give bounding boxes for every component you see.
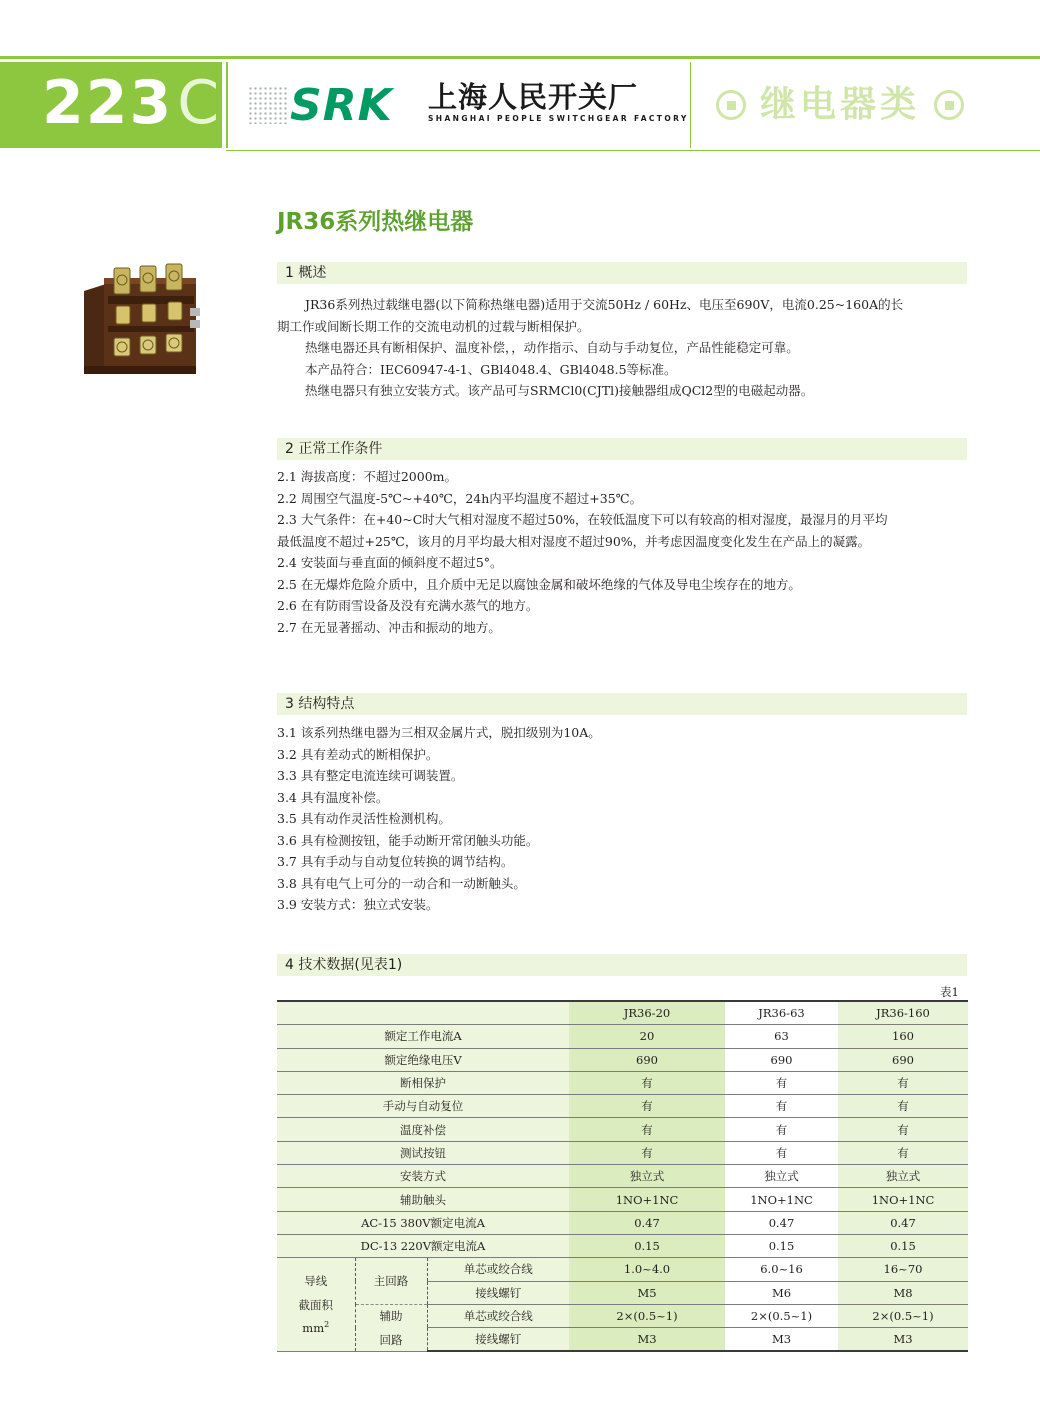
technical-data-table bbox=[277, 1000, 968, 1352]
aux-label-line: 辅助 bbox=[379, 1308, 403, 1323]
circle-square-icon bbox=[716, 90, 746, 120]
product-title: JR36系列热继电器 bbox=[277, 209, 474, 235]
category-title: 继电器类 bbox=[760, 84, 921, 125]
list-item: 2.1 海拔高度：不超过2000m。 bbox=[277, 469, 458, 484]
wire-unit: $mm^2$ bbox=[302, 1320, 330, 1336]
table-cell: 690 bbox=[569, 1048, 725, 1071]
page-number-suffix: C bbox=[177, 68, 222, 138]
table-cell: 0.15 bbox=[725, 1234, 838, 1257]
header-divider bbox=[226, 62, 228, 148]
page-number: 223C bbox=[42, 68, 222, 138]
table-row bbox=[277, 1095, 968, 1118]
row-label: 辅助触头 bbox=[277, 1188, 569, 1211]
table-cell: M8 bbox=[838, 1281, 968, 1304]
list-item: 3.4 具有温度补偿。 bbox=[277, 789, 389, 805]
table-row bbox=[277, 1304, 968, 1327]
table-cell: 1NO+1NC bbox=[725, 1188, 838, 1211]
table-row bbox=[277, 1258, 968, 1281]
table-cell: 0.47 bbox=[569, 1211, 725, 1234]
row-label: 手动与自动复位 bbox=[277, 1095, 569, 1118]
row-label: 测试按钮 bbox=[277, 1141, 569, 1164]
table-cell: M3 bbox=[569, 1328, 725, 1352]
table-cell: 160 bbox=[838, 1025, 968, 1048]
table-cell: 20 bbox=[569, 1025, 725, 1048]
row-label: 额定绝缘电压V bbox=[277, 1048, 569, 1071]
row-label: 温度补偿 bbox=[277, 1118, 569, 1141]
list-item: 2.3 大气条件：在+40~C时大气相对湿度不超过50%，在较低温度下可以有较高的相对湿度，最湿月的月平均 bbox=[277, 512, 888, 527]
wire-type-label: 单芯或绞合线 bbox=[427, 1258, 569, 1281]
section-heading-technical-data: 4 技术数据(见表1) bbox=[277, 954, 967, 976]
table-column-header: JR36-63 bbox=[725, 1001, 838, 1025]
table-cell: 独立式 bbox=[569, 1165, 725, 1188]
table-cell: 6.0~16 bbox=[725, 1258, 838, 1281]
list-item: 3.3 具有整定电流连续可调装置。 bbox=[277, 768, 464, 783]
row-label: AC-15 380V额定电流A bbox=[277, 1211, 569, 1234]
table-row bbox=[277, 1211, 968, 1234]
table-cell: M3 bbox=[725, 1328, 838, 1352]
row-label: 额定工作电流A bbox=[277, 1025, 569, 1048]
wire-type-label: 接线螺钉 bbox=[427, 1281, 569, 1304]
paragraph: 热继电器还具有断相保护、温度补偿，，动作指示、自动与手动复位，产品性能稳定可靠。 bbox=[305, 340, 799, 355]
table-cell: 独立式 bbox=[838, 1165, 968, 1188]
table-cell: 0.47 bbox=[838, 1211, 968, 1234]
header-divider bbox=[690, 62, 691, 148]
header-top-rule bbox=[0, 56, 1040, 59]
row-label: DC-13 220V额定电流A bbox=[277, 1234, 569, 1257]
list-item: 最低温度不超过+25℃，该月的月平均最大相对湿度不超过90%，并考虑因温度变化发生在产品上的凝露。 bbox=[277, 533, 871, 549]
company-logo: SRK bbox=[290, 80, 393, 131]
list-item: 3.6 具有检测按钮，能手动断开常闭触头功能。 bbox=[277, 832, 539, 848]
table-cell: 有 bbox=[569, 1095, 725, 1118]
table-cell: 有 bbox=[725, 1095, 838, 1118]
list-item: 2.5 在无爆炸危险介质中，且介质中无足以腐蚀金属和破坏绝缘的气体及导电尘埃存在的地方。 bbox=[277, 576, 801, 592]
table-cell: 有 bbox=[569, 1071, 725, 1094]
table-cell: 2×(0.5~1) bbox=[725, 1304, 838, 1327]
table-cell: 0.15 bbox=[838, 1234, 968, 1257]
table-row bbox=[277, 1071, 968, 1094]
section-heading-structure: 3 结构特点 bbox=[277, 693, 967, 715]
table-cell: 有 bbox=[725, 1141, 838, 1164]
aux-circuit-label bbox=[355, 1304, 427, 1351]
wire-label-line: 截面积 bbox=[298, 1298, 333, 1313]
list-item: 3.1 该系列热继电器为三相双金属片式，脱扣级别为10A。 bbox=[277, 725, 601, 740]
category-label-group bbox=[716, 82, 964, 128]
section-heading-conditions: 2 正常工作条件 bbox=[277, 438, 967, 460]
table-column-header: JR36-160 bbox=[838, 1001, 968, 1025]
header-bottom-rule bbox=[226, 150, 1040, 151]
table-cell: 1.0~4.0 bbox=[569, 1258, 725, 1281]
table-cell: 2×(0.5~1) bbox=[569, 1304, 725, 1327]
relay-product-photo bbox=[78, 256, 203, 386]
section-heading-overview: 1 概述 bbox=[277, 262, 967, 284]
table-cell: M6 bbox=[725, 1281, 838, 1304]
table-cell: 1NO+1NC bbox=[838, 1188, 968, 1211]
table-row bbox=[277, 1118, 968, 1141]
table-header-row bbox=[277, 1001, 968, 1025]
table-row bbox=[277, 1234, 968, 1257]
table-row bbox=[277, 1188, 968, 1211]
table-cell: 有 bbox=[725, 1071, 838, 1094]
paragraph: 本产品符合：IEC60947-4-1、GBl4048.4、GBl4048.5等标准。 bbox=[305, 361, 677, 377]
conditions-list bbox=[277, 466, 967, 638]
table-caption: 表1 bbox=[940, 985, 959, 999]
table-cell: 有 bbox=[725, 1118, 838, 1141]
table-cell: 有 bbox=[569, 1118, 725, 1141]
list-item: 3.5 具有动作灵活性检测机构。 bbox=[277, 811, 451, 826]
table-cell: 1NO+1NC bbox=[569, 1188, 725, 1211]
list-item: 2.7 在无显著摇动、冲击和振动的地方。 bbox=[277, 619, 501, 635]
wire-label-line: 导线 bbox=[304, 1274, 328, 1289]
table-cell: 690 bbox=[725, 1048, 838, 1071]
overview-text bbox=[277, 294, 967, 402]
wire-type-label: 接线螺钉 bbox=[427, 1328, 569, 1352]
list-item: 2.4 安装面与垂直面的倾斜度不超过5°。 bbox=[277, 555, 503, 570]
list-item: 3.9 安装方式：独立式安装。 bbox=[277, 897, 439, 912]
paragraph: 期工作或间断长期工作的交流电动机的过载与断相保护。 bbox=[277, 318, 590, 334]
table-cell: 16~70 bbox=[838, 1258, 968, 1281]
table-cell: 有 bbox=[838, 1141, 968, 1164]
table-header-blank bbox=[277, 1001, 569, 1025]
row-label: 安装方式 bbox=[277, 1165, 569, 1188]
paragraph: 热继电器只有独立安装方式。该产品可与SRMCl0(CJTl)接触器组成QCl2型的电磁起动器。 bbox=[305, 383, 814, 398]
table-cell: 0.47 bbox=[725, 1211, 838, 1234]
table-row bbox=[277, 1025, 968, 1048]
table-cell: M5 bbox=[569, 1281, 725, 1304]
list-item: 3.7 具有手动与自动复位转换的调节结构。 bbox=[277, 854, 514, 869]
structure-list bbox=[277, 722, 967, 916]
list-item: 2.6 在有防雨雪设备及没有充满水蒸气的地方。 bbox=[277, 598, 539, 613]
table-cell: 有 bbox=[838, 1118, 968, 1141]
table-cell: 有 bbox=[569, 1141, 725, 1164]
table-row bbox=[277, 1048, 968, 1071]
table-cell: 690 bbox=[838, 1048, 968, 1071]
table-cell: 2×(0.5~1) bbox=[838, 1304, 968, 1327]
aux-label-line: 回路 bbox=[379, 1332, 403, 1347]
company-name-cn: 上海人民开关厂 bbox=[428, 80, 639, 114]
circle-square-icon bbox=[934, 90, 964, 120]
table-cell: 独立式 bbox=[725, 1165, 838, 1188]
company-name-en: SHANGHAI PEOPLE SWITCHGEAR FACTORY bbox=[428, 114, 689, 123]
list-item: 3.2 具有差动式的断相保护。 bbox=[277, 746, 439, 762]
table-row bbox=[277, 1165, 968, 1188]
table-cell: 有 bbox=[838, 1095, 968, 1118]
table-column-header: JR36-20 bbox=[569, 1001, 725, 1025]
main-circuit-label: 主回路 bbox=[355, 1258, 427, 1305]
table-row bbox=[277, 1141, 968, 1164]
table-cell: 0.15 bbox=[569, 1234, 725, 1257]
table-cell: 63 bbox=[725, 1025, 838, 1048]
paragraph: JR36系列热过载继电器(以下简称热继电器)适用于交流50Hz / 60Hz、电压至690V，电流0.25~160A的长 bbox=[305, 297, 904, 312]
wire-type-label: 单芯或绞合线 bbox=[427, 1304, 569, 1327]
wire-section-label bbox=[277, 1258, 355, 1352]
dot-pattern-icon bbox=[248, 86, 288, 124]
table-cell: 有 bbox=[838, 1071, 968, 1094]
row-label: 断相保护 bbox=[277, 1071, 569, 1094]
list-item: 2.2 周围空气温度-5℃~+40℃，24h内平均温度不超过+35℃。 bbox=[277, 490, 643, 506]
table-cell: M3 bbox=[838, 1328, 968, 1352]
list-item: 3.8 具有电气上可分的一动合和一动断触头。 bbox=[277, 875, 526, 891]
